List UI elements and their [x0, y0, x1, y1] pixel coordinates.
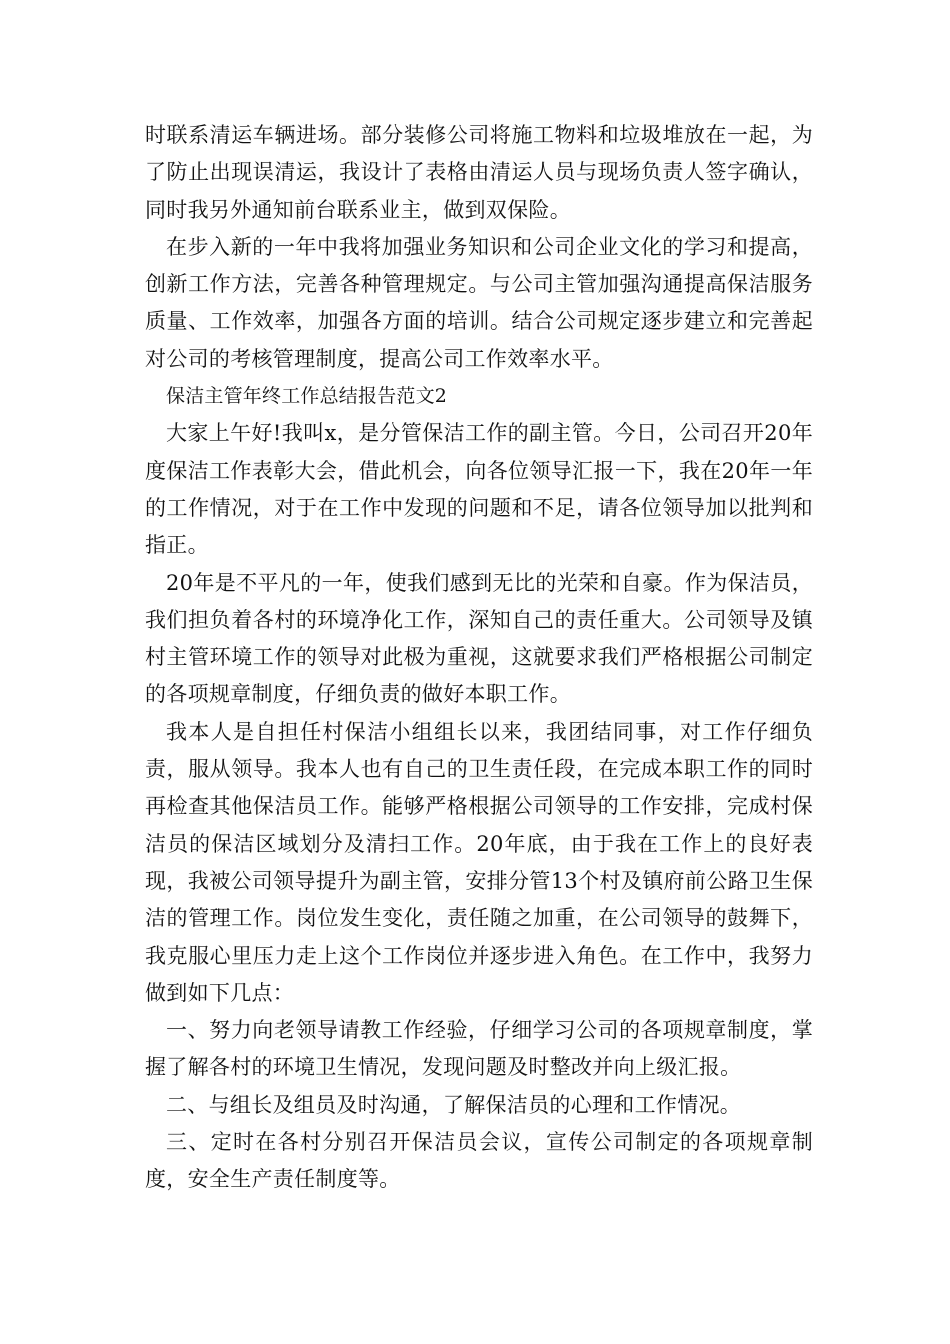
paragraph-personal-work: 我本人是自担任村保洁小组组长以来，我团结同事，对工作仔细负责，服从领导。我本人也有自己的卫生责任段，在完成本职工作的同时再检查其他保洁员工作。能够严格根据公司领导的工作安排，完成村保洁员的保洁区域划分及清扫工作。20年底，由于我在工作上的良好表现，我被公司领导提升为副主管，安排分管13个村及镇府前公路卫生保洁的管理工作。岗位发生变化，责任随之加重，在公司领导的鼓舞下，我克服心里压力走上这个工作岗位并逐步进入角色。在工作中，我努力做到如下几点： — [145, 719, 813, 1005]
paragraph-continued: 时联系清运车辆进场。部分装修公司将施工物料和垃圾堆放在一起，为了防止出现误清运，我设计了表格由清运人员与现场负责人签字确认，同时我另外通知前台联系业主，做到双保险。 — [145, 123, 813, 222]
document-body — [145, 117, 813, 1199]
list-item-3: 三、定时在各村分别召开保洁员会议，宣传公司制定的各项规章制度，安全生产责任制度等。 — [145, 1130, 813, 1192]
list-item-2: 二、与组长及组员及时沟通，了解保洁员的心理和工作情况。 — [166, 1092, 742, 1117]
paragraph-year-review: 20年是不平凡的一年，使我们感到无比的光荣和自豪。作为保洁员，我们担负着各村的环境净化工作，深知自己的责任重大。公司领导及镇村主管环境工作的领导对此极为重视，这就要求我们严格根据公司制定的各项规章制度，仔细负责的做好本职工作。 — [145, 570, 813, 707]
section-heading: 保洁主管年终工作总结报告范文2 — [166, 385, 448, 408]
paragraph-greeting: 大家上午好!我叫x，是分管保洁工作的副主管。今日，公司召开20年度保洁工作表彰大会，借此机会，向各位领导汇报一下，我在20年一年的工作情况，对于在工作中发现的问题和不足，请各位领导加以批判和指正。 — [145, 421, 813, 558]
list-item-1: 一、努力向老领导请教工作经验，仔细学习公司的各项规章制度，掌握了解各村的环境卫生情况，发现问题及时整改并向上级汇报。 — [145, 1018, 813, 1080]
paragraph-new-year-plan: 在步入新的一年中我将加强业务知识和公司企业文化的学习和提高，创新工作方法，完善各种管理规定。与公司主管加强沟通提高保洁服务质量、工作效率，加强各方面的培训。结合公司规定逐步建立和完善起对公司的考核管理制度，提高公司工作效率水平。 — [145, 234, 813, 371]
